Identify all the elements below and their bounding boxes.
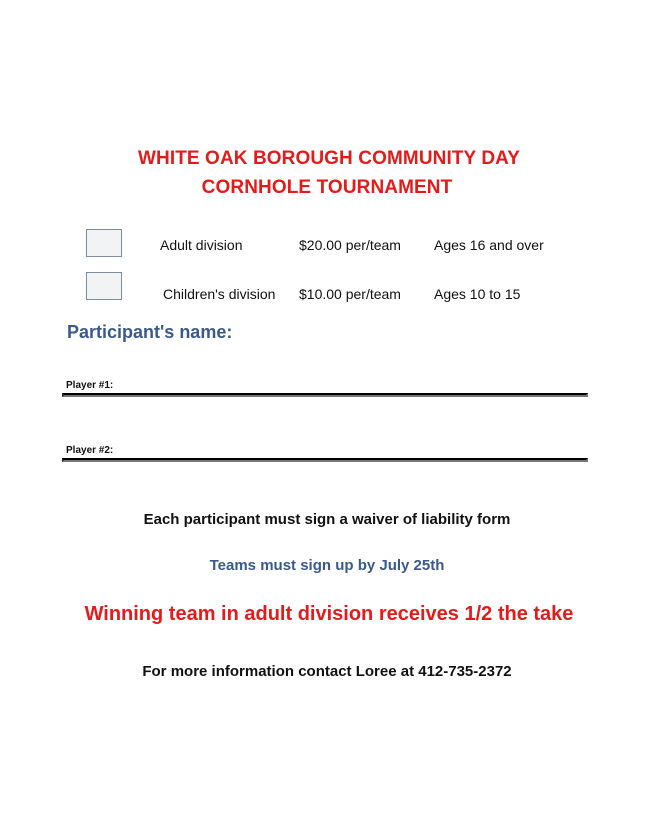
waiver-notice: Each participant must sign a waiver of liability form: [143, 511, 511, 528]
children-division-label: Children's division: [163, 286, 276, 302]
player2-label: Player #2:: [66, 445, 114, 456]
contact-info: For more information contact Loree at 412-735-2372: [142, 663, 512, 680]
adult-division-price: $20.00 per/team: [299, 237, 401, 253]
adult-division-checkbox[interactable]: [86, 229, 122, 257]
participant-name-heading: Participant's name:: [67, 322, 233, 342]
tournament-title-line2: CORNHOLE TOURNAMENT: [201, 177, 453, 198]
adult-division-label: Adult division: [160, 237, 243, 253]
player2-name-field[interactable]: [62, 458, 588, 462]
children-division-ages: Ages 10 to 15: [434, 286, 521, 302]
prize-notice: Winning team in adult division receives 1/2 the take: [84, 603, 574, 625]
player1-label: Player #1:: [66, 380, 114, 391]
children-division-checkbox[interactable]: [86, 272, 122, 300]
player1-name-field[interactable]: [62, 393, 588, 397]
signup-deadline-notice: Teams must sign up by July 25th: [209, 557, 445, 574]
children-division-price: $10.00 per/team: [299, 286, 401, 302]
tournament-title-line1: WHITE OAK BOROUGH COMMUNITY DAY: [137, 148, 521, 169]
adult-division-ages: Ages 16 and over: [434, 237, 544, 253]
